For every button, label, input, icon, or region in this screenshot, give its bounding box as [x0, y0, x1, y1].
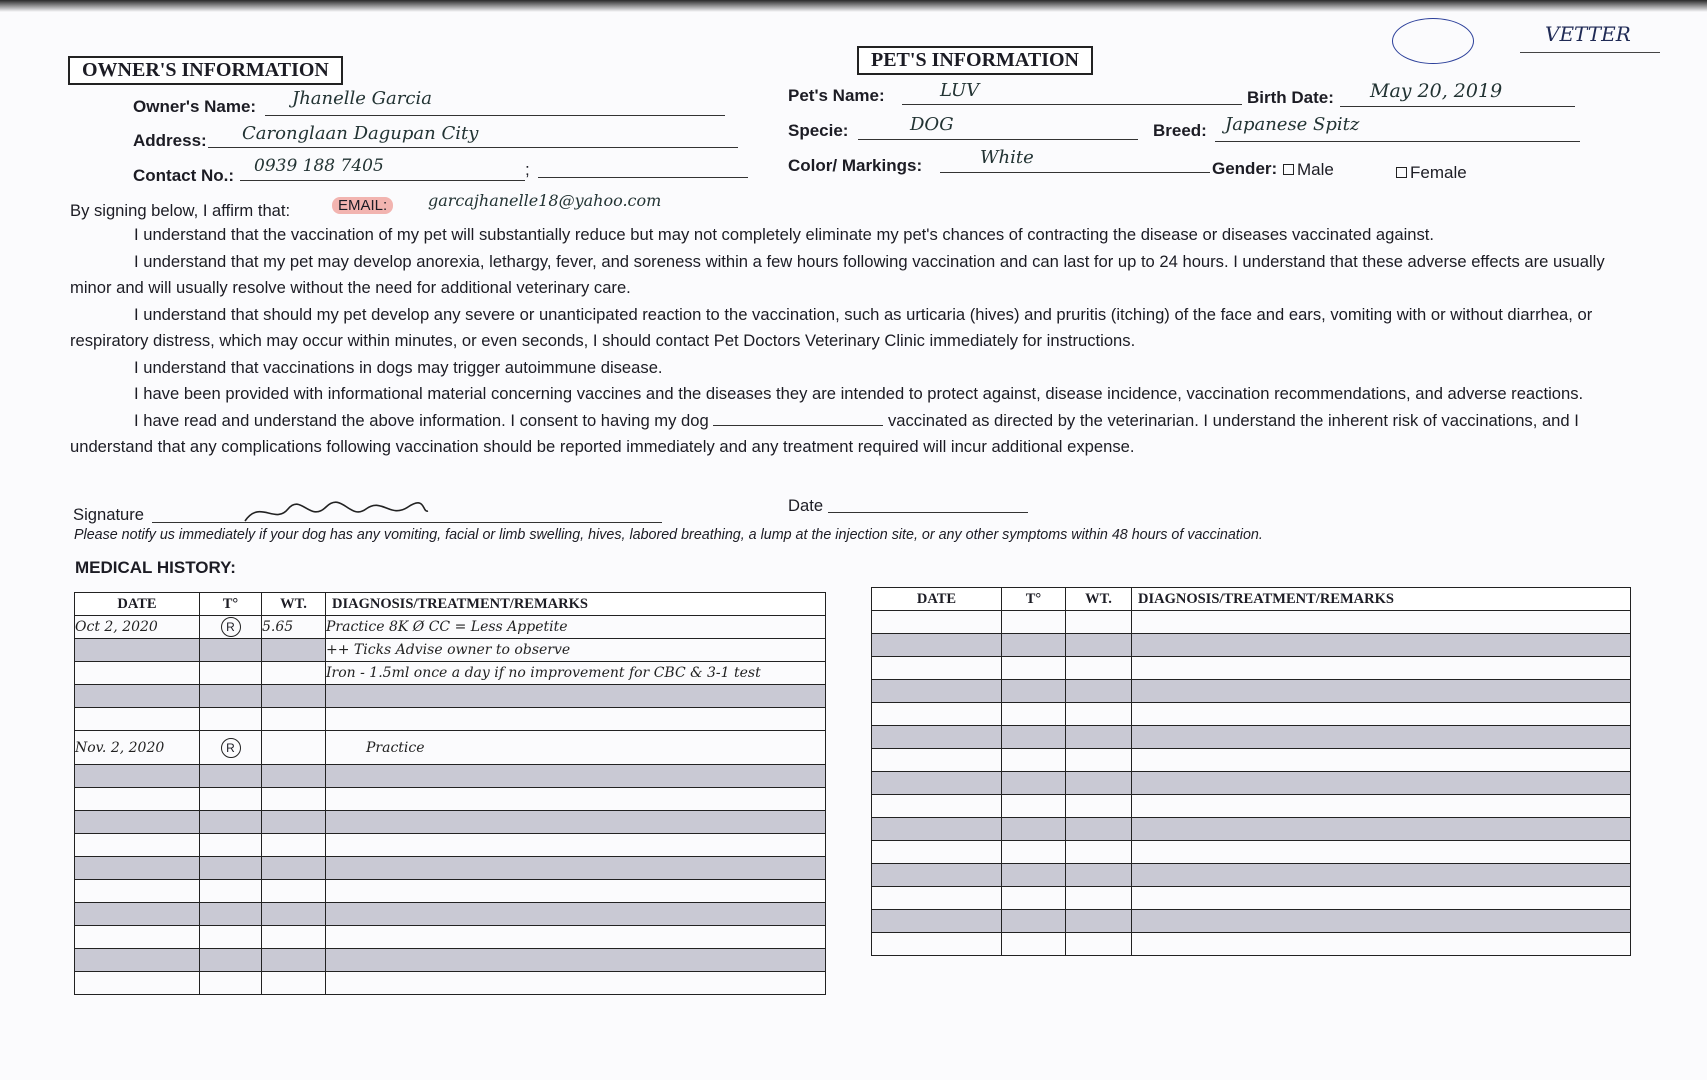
- ink-circle-mark: [1392, 18, 1474, 64]
- table-row[interactable]: [75, 926, 826, 949]
- notice-text: Please notify us immediately if your dog has any vomiting, facial or limb swelling, hives, labored breathing, a lump at the injection site, or any other symptoms within 48 hours of vaccination.: [74, 527, 1263, 543]
- gender-female-option[interactable]: [1396, 163, 1467, 183]
- signature-scribble: [240, 495, 430, 527]
- col-temp: T°: [1002, 588, 1066, 611]
- col-temp: T°: [200, 593, 262, 616]
- medical-history-table-left: [74, 592, 826, 995]
- entry-remarks: ++ Ticks Advise owner to observe: [326, 639, 826, 662]
- col-weight: WT.: [262, 593, 326, 616]
- table-row[interactable]: [872, 887, 1631, 910]
- table-row[interactable]: [872, 772, 1631, 795]
- table-row[interactable]: [872, 818, 1631, 841]
- female-checkbox[interactable]: [1396, 167, 1407, 178]
- table-row[interactable]: [872, 795, 1631, 818]
- specie-field[interactable]: [858, 117, 1138, 140]
- table-row[interactable]: [872, 910, 1631, 933]
- affirm-intro: By signing below, I affirm that:: [70, 201, 291, 220]
- owner-name-value: Jhanelle Garcia: [292, 88, 432, 109]
- consent-blank[interactable]: [713, 425, 883, 426]
- table-row[interactable]: [872, 680, 1631, 703]
- temp-circle: R: [221, 738, 241, 758]
- specie-value: DOG: [910, 114, 954, 135]
- table-row[interactable]: [872, 933, 1631, 956]
- contact-field-2[interactable]: [538, 155, 748, 178]
- corner-note: VETTER: [1545, 22, 1631, 46]
- entry-weight: 5.65: [262, 616, 326, 639]
- col-weight: WT.: [1066, 588, 1132, 611]
- table-row[interactable]: [75, 662, 826, 685]
- entry-temp: [200, 616, 262, 639]
- temp-circle: R: [221, 617, 241, 637]
- birth-date-value: May 20, 2019: [1370, 80, 1503, 102]
- affirm-p2: I understand that my pet may develop anorexia, lethargy, fever, and soreness within a few hours following vaccination and can last for up to 24 hours. I understand that these adverse effects are usually minor and will usually resolve without the need for additional veterinary care.: [70, 251, 1605, 297]
- email-tag: EMAIL:: [332, 197, 393, 214]
- entry-weight: [262, 662, 326, 685]
- medical-history-table-right: [871, 587, 1631, 956]
- entry-remarks: Practice: [326, 731, 826, 765]
- affirm-p3: I understand that should my pet develop any severe or unanticipated reaction to the vaccination, such as urticaria (hives) and pruritis (itching) of the face and ears, vomiting with or without diarrhea, or respiratory distress, which may occur within minutes, or even seconds, I should contact Pet Doctors Veterinary Clinic immediately for instructions.: [70, 304, 1593, 350]
- entry-date: Oct 2, 2020: [75, 616, 200, 639]
- consent-text-b: vaccinated as directed by the veterinarian. I understand the inherent risk of vaccinations, and I understand that any complications following vaccination should be reported immediately and any treatment required will incur additional expense.: [70, 410, 1579, 456]
- table-row[interactable]: [75, 903, 826, 926]
- col-date: DATE: [872, 588, 1002, 611]
- entry-remarks: Iron - 1.5ml once a day if no improvement for CBC & 3-1 test: [326, 662, 826, 685]
- affirm-p1: I understand that the vaccination of my pet will substantially reduce but may not completely eliminate my pet's chances of contracting the disease or diseases vaccinated against.: [134, 225, 1435, 244]
- entry-weight: [262, 731, 326, 765]
- col-date: DATE: [75, 593, 200, 616]
- col-remarks: DIAGNOSIS/TREATMENT/REMARKS: [1132, 588, 1631, 611]
- table-row[interactable]: [872, 841, 1631, 864]
- contact-separator: ;: [525, 160, 530, 179]
- entry-temp: [200, 731, 262, 765]
- address-label: Address:: [133, 131, 207, 150]
- contact-value: 0939 188 7405: [254, 156, 384, 176]
- table-row[interactable]: [872, 703, 1631, 726]
- medical-history-title: MEDICAL HISTORY:: [75, 558, 236, 577]
- birth-date-label: Birth Date:: [1247, 88, 1334, 107]
- owner-info-header: OWNER'S INFORMATION: [68, 56, 343, 85]
- date-label: Date: [788, 496, 824, 515]
- entry-temp: [200, 639, 262, 662]
- breed-value: Japanese Spitz: [1225, 114, 1360, 135]
- address-value: Caronglaan Dagupan City: [242, 123, 479, 144]
- table-row[interactable]: [75, 731, 826, 765]
- pet-info-header: PET'S INFORMATION: [857, 46, 1093, 75]
- table-row[interactable]: [75, 880, 826, 903]
- breed-label: Breed:: [1153, 121, 1207, 140]
- color-value: White: [980, 147, 1034, 168]
- affirm-p6: [70, 408, 1630, 461]
- male-checkbox[interactable]: [1283, 164, 1294, 175]
- entry-date: [75, 662, 200, 685]
- table-row[interactable]: [75, 639, 826, 662]
- corner-note-underline: [1520, 52, 1660, 53]
- date-line[interactable]: [828, 512, 1028, 513]
- table-row[interactable]: [75, 685, 826, 708]
- table-row[interactable]: [75, 972, 826, 995]
- entry-date: [75, 639, 200, 662]
- entry-date: Nov. 2, 2020: [75, 731, 200, 765]
- female-label: Female: [1410, 163, 1467, 182]
- entry-temp: [200, 662, 262, 685]
- gender-male-option[interactable]: [1283, 160, 1334, 180]
- gender-label: Gender:: [1212, 159, 1278, 178]
- entry-remarks: Practice 8K Ø CC = Less Appetite: [326, 616, 826, 639]
- table-row[interactable]: [872, 726, 1631, 749]
- table-row[interactable]: [75, 708, 826, 731]
- affirm-p5: I have been provided with informational material concerning vaccines and the diseases they are intended to protect against, disease incidence, vaccination recommendations, and adverse reactions.: [134, 384, 1584, 403]
- male-label: Male: [1297, 160, 1334, 179]
- specie-label: Specie:: [788, 121, 849, 140]
- table-row[interactable]: [872, 657, 1631, 680]
- pet-name-label: Pet's Name:: [788, 86, 885, 105]
- table-row[interactable]: [75, 857, 826, 880]
- table-row[interactable]: [75, 811, 826, 834]
- table-row[interactable]: [872, 611, 1631, 634]
- signature-label: Signature: [73, 505, 145, 524]
- table-row[interactable]: [75, 834, 826, 857]
- owner-name-label: Owner's Name:: [133, 97, 257, 116]
- table-row[interactable]: [75, 949, 826, 972]
- color-label: Color/ Markings:: [788, 156, 923, 175]
- contact-label: Contact No.:: [133, 166, 235, 185]
- table-row[interactable]: [872, 864, 1631, 887]
- table-row[interactable]: [75, 765, 826, 788]
- pet-name-value: LUV: [940, 80, 980, 101]
- email-value: garcajhanelle18@yahoo.com: [428, 191, 662, 210]
- consent-text-a: I have read and understand the above information. I consent to having my dog: [134, 410, 709, 430]
- col-remarks: DIAGNOSIS/TREATMENT/REMARKS: [326, 593, 826, 616]
- affirm-body: [70, 222, 1630, 461]
- table-row[interactable]: [75, 616, 826, 639]
- table-row[interactable]: [75, 788, 826, 811]
- scan-edge: [0, 0, 1707, 12]
- entry-weight: [262, 639, 326, 662]
- table-row[interactable]: [872, 749, 1631, 772]
- table-row[interactable]: [872, 634, 1631, 657]
- affirm-p4: I understand that vaccinations in dogs may trigger autoimmune disease.: [134, 357, 663, 377]
